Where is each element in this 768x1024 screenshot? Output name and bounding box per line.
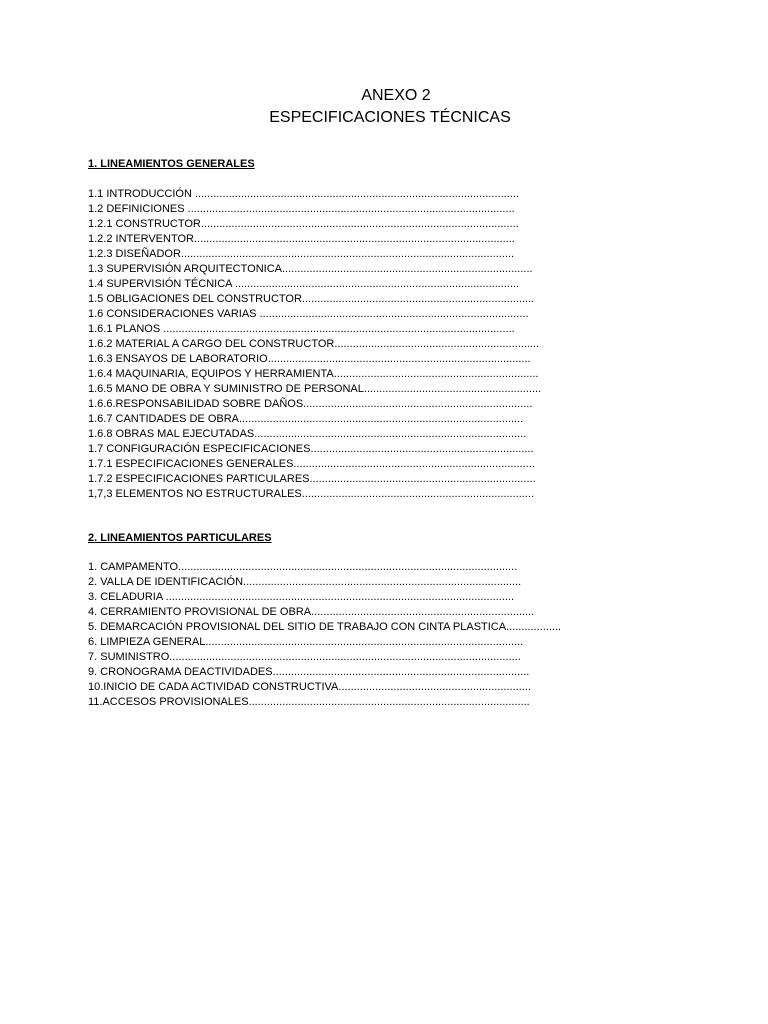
toc-item: 11.ACCESOS PROVISIONALES............................................................................................ (88, 696, 530, 708)
annex-title: ANEXO 2 (361, 87, 431, 104)
toc-list-general (88, 187, 541, 502)
toc-item: 1.6.7 CANTIDADES DE OBRA............................................................................................. (88, 413, 524, 425)
toc-item: 1.6.4 MAQUINARIA, EQUIPOS Y HERRAMIENTA................................................................... (88, 368, 539, 380)
section-heading-general: 1. LINEAMIENTOS GENERALES (88, 158, 255, 170)
document-title: ESPECIFICACIONES TÉCNICAS (269, 109, 511, 126)
toc-item: 7. SUMINISTRO................................................................................................................... (88, 651, 521, 663)
toc-item: 10.INICIO DE CADA ACTIVIDAD CONSTRUCTIVA............................................................... (88, 681, 531, 693)
toc-item: 1.7 CONFIGURACIÓN ESPECIFICACIONES......................................................................... (88, 443, 534, 455)
toc-item: 1. CAMPAMENTO............................................................................................................... (88, 561, 518, 573)
toc-item: 3. CELADURIA .................................................................................................................. (88, 591, 515, 603)
toc-item: 1.2.3 DISEÑADOR............................................................................................................. (88, 248, 515, 260)
toc-item: 5. DEMARCACIÓN PROVISIONAL DEL SITIO DE TRABAJO CON CINTA PLASTICA.................. (88, 621, 562, 633)
toc-item: 1.6.2 MATERIAL A CARGO DEL CONSTRUCTOR................................................................... (88, 338, 540, 350)
toc-item: 6. LIMPIEZA GENERAL........................................................................................................ (88, 636, 524, 648)
toc-item: 1.7.2 ESPECIFICACIONES PARTICULARES.......................................................................... (88, 473, 536, 485)
toc-item: 1.6.8 OBRAS MAL EJECUTADAS......................................................................................... (88, 428, 527, 440)
toc-list-particular (88, 560, 561, 710)
toc-item: 1.5 OBLIGACIONES DEL CONSTRUCTOR............................................................................ (88, 293, 535, 305)
toc-item: 4. CERRAMIENTO PROVISIONAL DE OBRA......................................................................... (88, 606, 535, 618)
toc-item: 1.7.1 ESPECIFICACIONES GENERALES............................................................................... (88, 458, 535, 470)
toc-item: 1.2 DEFINICIONES ........................................................................................................... (88, 203, 515, 215)
toc-item: 2. VALLA DE IDENTIFICACIÓN........................................................................................... (88, 576, 522, 588)
toc-item: 1.6.1 PLANOS ................................................................................................................... (88, 323, 515, 335)
toc-item: 1.4 SUPERVISIÓN TÉCNICA ............................................................................................. (88, 278, 520, 290)
toc-item: 1.2.2 INTERVENTOR......................................................................................................... (88, 233, 515, 245)
toc-item: 1.6.5 MANO DE OBRA Y SUMINISTRO DE PERSONAL.......................................................... (88, 383, 542, 395)
toc-item: 1.6 CONSIDERACIONES VARIAS ........................................................................................ (88, 308, 529, 320)
toc-item: 1.1 INTRODUCCIÓN .......................................................................................................... (88, 188, 519, 200)
toc-item: 1.2.1 CONSTRUCTOR........................................................................................................ (88, 218, 519, 230)
toc-item: 9. CRONOGRAMA DEACTIVIDADES.................................................................................... (88, 666, 530, 678)
toc-item: 1,7,3 ELEMENTOS NO ESTRUCTURALES............................................................................ (88, 488, 535, 500)
toc-item: 1.3 SUPERVISIÓN ARQUITECTONICA.................................................................................. (88, 263, 533, 275)
toc-item: 1.6.6.RESPONSABILIDAD SOBRE DAÑOS........................................................................... (88, 398, 533, 410)
toc-item: 1.6.3 ENSAYOS DE LABORATORIO...................................................................................... (88, 353, 531, 365)
section-heading-particular: 2. LINEAMIENTOS PARTICULARES (88, 532, 272, 544)
